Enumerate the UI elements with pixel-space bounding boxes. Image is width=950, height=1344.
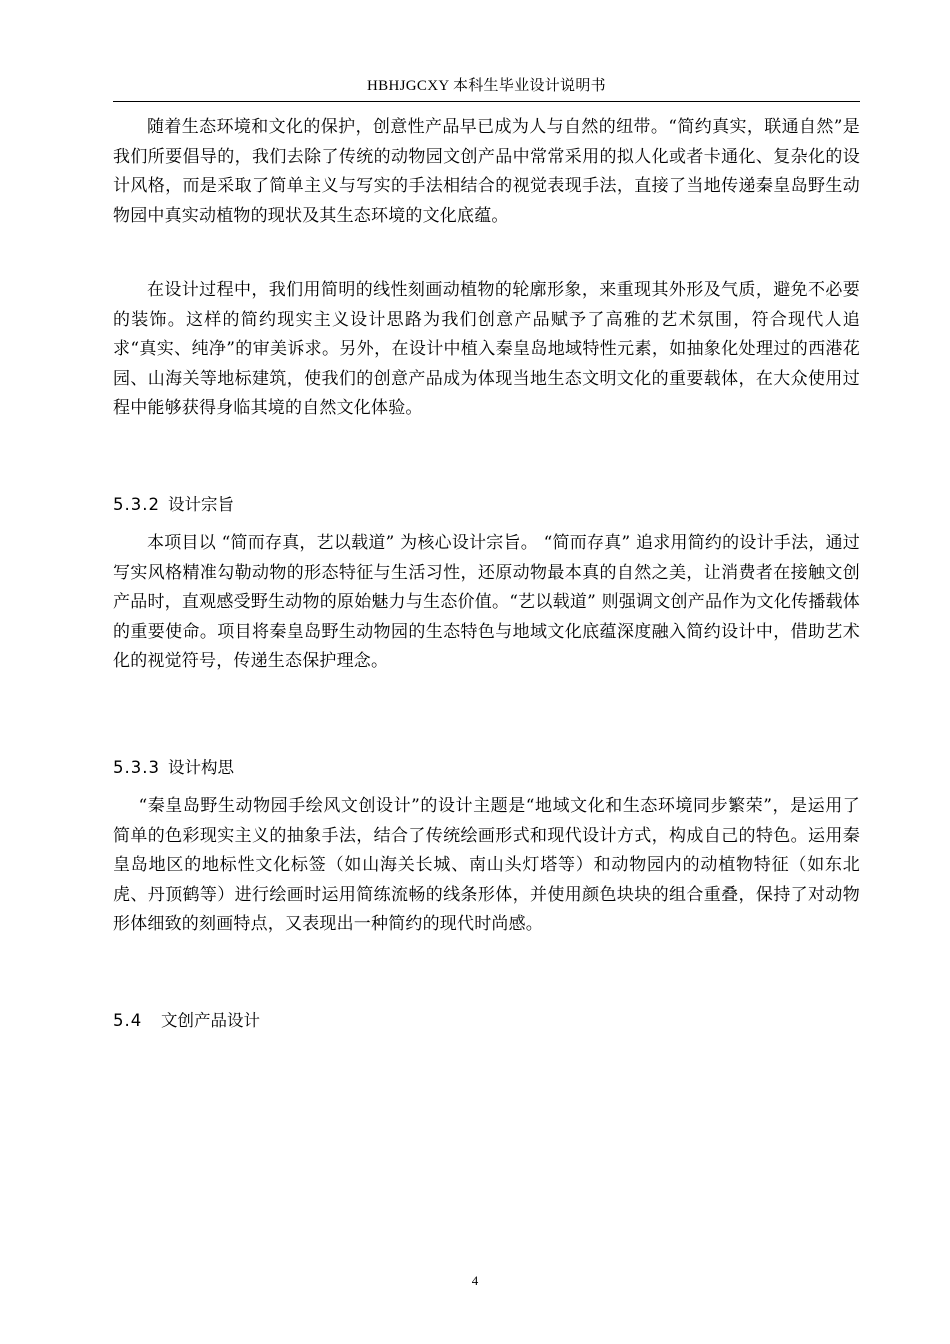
section-title: 设计宗旨	[168, 495, 234, 514]
section-title: 文创产品设计	[161, 1011, 260, 1030]
paragraph-design-concept: “秦皇岛野生动物园手绘风文创设计”的设计主题是“地域文化和生态环境同步繁荣”，是运用了简单的色彩现实主义的抽象手法，结合了传统绘画形式和现代设计方式，构成自己的特色。运用秦皇岛地区的地标性文化标签（如山海关长城、南山头灯塔等）和动物园内的动植物特征（如东北虎、丹顶鹤等）进行绘画时运用简练流畅的线条形体，并使用颜色块块的组合重叠，保持了对动物形体细致的刻画特点，又表现出一种简约的现代时尚感。	[113, 796, 860, 934]
section-heading-5-3-2	[113, 494, 234, 516]
section-number: 5.3.3	[113, 758, 160, 777]
page-number: 4	[471, 1273, 479, 1288]
page-header-title: HBHJGCXY 本科生毕业设计说明书	[367, 78, 606, 94]
paragraph-design-purpose: 本项目以 “简而存真，艺以载道” 为核心设计宗旨。 “简而存真” 追求用简约的设计手法，通过写实风格精准勾勒动物的形态特征与生活习性，还原动物最本真的自然之美，让消费者在接触文创产品时，直观感受野生动物的原始魅力与生态价值。“艺以载道” 则强调文创产品作为文化传播载体的重要使命。项目将秦皇岛野生动物园的生态特色与地域文化底蕴深度融入简约设计中，借助艺术化的视觉符号，传递生态保护理念。	[113, 533, 860, 671]
header-divider	[113, 101, 860, 102]
paragraph-eco-culture: 随着生态环境和文化的保护，创意性产品早已成为人与自然的纽带。“简约真实，联通自然”是我们所要倡导的，我们去除了传统的动物园文创产品中常常采用的拟人化或者卡通化、复杂化的设计风格，而是采取了简单主义与写实的手法相结合的视觉表现手法，直接了当地传递秦皇岛野生动物园中真实动植物的现状及其生态环境的文化底蕴。	[113, 117, 860, 226]
section-title: 设计构思	[168, 758, 234, 777]
section-heading-5-3-3	[113, 757, 234, 779]
section-number: 5.4	[113, 1011, 143, 1030]
section-number: 5.3.2	[113, 495, 160, 514]
paragraph-design-process: 在设计过程中，我们用简明的线性刻画动植物的轮廓形象，来重现其外形及气质，避免不必要的装饰。这样的简约现实主义设计思路为我们创意产品赋予了高雅的艺术氛围，符合现代人追求“真实、纯净”的审美诉求。另外，在设计中植入秦皇岛地域特性元素，如抽象化处理过的西港花园、山海关等地标建筑，使我们的创意产品成为体现当地生态文明文化的重要载体，在大众使用过程中能够获得身临其境的自然文化体验。	[113, 280, 860, 418]
section-heading-5-4	[113, 1010, 260, 1032]
